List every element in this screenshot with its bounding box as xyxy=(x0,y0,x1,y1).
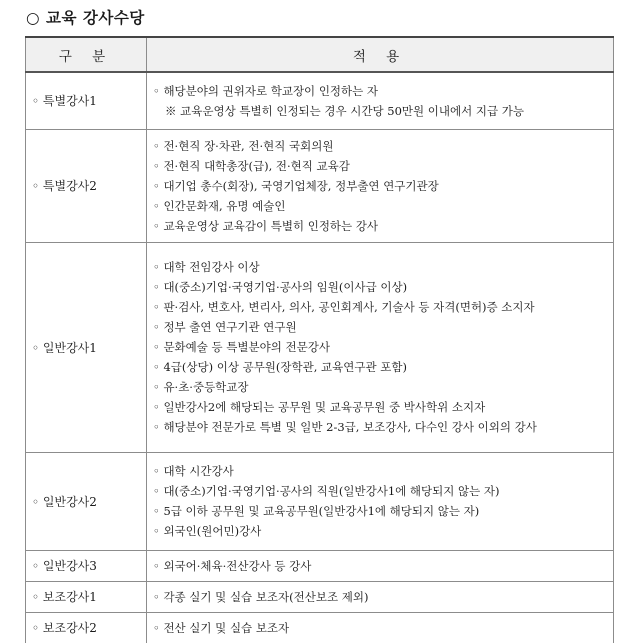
list-item: ◦ 해당분야의 권위자로 학교장이 인정하는 자 xyxy=(153,83,379,98)
table-row-general-1 xyxy=(26,242,614,452)
list-item: ◦ 전산 실기 및 실습 보조자 xyxy=(153,620,290,635)
list-item: ◦ 대(중소)기업·국영기업·공사의 임원(이사급 이상) xyxy=(153,280,408,294)
table-row-assistant-2 xyxy=(26,612,614,643)
table-header-row xyxy=(26,37,614,72)
category-cell: ◦ 일반강사2 xyxy=(26,452,147,550)
header-category: 구 분 xyxy=(26,37,147,72)
table-row-special-1 xyxy=(26,72,614,129)
table-row-special-2 xyxy=(26,129,614,242)
list-item: ◦ 외국어·체육·전산강사 등 강사 xyxy=(153,558,312,573)
list-item: ◦ 판·검사, 변호사, 변리사, 의사, 공인회계사, 기술사 등 자격(면허)증 소지자 xyxy=(153,300,535,314)
list-item: ◦ 전·현직 대학총장(급), 전·현직 교육감 xyxy=(153,158,350,173)
description-cell xyxy=(147,72,614,129)
list-item: ◦ 외국인(원어민)강사 xyxy=(153,524,262,538)
title-bullet: ○ xyxy=(26,9,41,27)
description-cell xyxy=(147,550,614,581)
title-text: 교육 강사수당 xyxy=(46,9,145,27)
list-item: ◦ 대(중소)기업·국영기업·공사의 직원(일반강사1에 해당되지 않는 자) xyxy=(153,484,500,498)
table-row-general-3 xyxy=(26,550,614,581)
description-cell xyxy=(147,452,614,550)
list-item: ◦ 4급(상당) 이상 공무원(장학관, 교육연구관 포함) xyxy=(153,360,407,374)
table-row-assistant-1 xyxy=(26,581,614,612)
list-item: ◦ 정부 출연 연구기관 연구원 xyxy=(153,320,297,334)
category-cell: ◦ 특별강사2 xyxy=(26,129,147,242)
description-cell xyxy=(147,612,614,643)
list-item: ◦ 대기업 총수(회장), 국영기업체장, 정부출연 연구기관장 xyxy=(153,178,439,193)
table-row-general-2 xyxy=(26,452,614,550)
list-item: ◦ 유·초·중등학교장 xyxy=(153,380,249,394)
description-cell xyxy=(147,581,614,612)
list-item: ◦ 각종 실기 및 실습 보조자(전산보조 제외) xyxy=(153,589,369,604)
category-cell: ◦ 일반강사1 xyxy=(26,242,147,452)
note-item: ※ 교육운영상 특별히 인정되는 경우 시간당 50만원 이내에서 지급 가능 xyxy=(165,103,524,118)
list-item: ◦ 대학 시간강사 xyxy=(153,464,234,478)
section-title xyxy=(26,6,145,28)
category-cell: ◦ 보조강사2 xyxy=(26,612,147,643)
list-item: ◦ 일반강사2에 해당되는 공무원 및 교육공무원 중 박사학위 소지자 xyxy=(153,400,486,414)
list-item: ◦ 5급 이하 공무원 및 교육공무원(일반강사1에 해당되지 않는 자) xyxy=(153,504,480,518)
header-application: 적 용 xyxy=(147,37,614,72)
category-cell: ◦ 일반강사3 xyxy=(26,550,147,581)
list-item: ◦ 교육운영상 교육감이 특별히 인정하는 강사 xyxy=(153,218,379,233)
description-cell xyxy=(147,129,614,242)
list-item: ◦ 전·현직 장·차관, 전·현직 국회의원 xyxy=(153,138,334,153)
list-item: ◦ 대학 전임강사 이상 xyxy=(153,260,260,274)
list-item: ◦ 인간문화재, 유명 예술인 xyxy=(153,198,286,213)
description-cell xyxy=(147,242,614,452)
list-item: ◦ 문화예술 등 특별분야의 전문강사 xyxy=(153,340,330,354)
list-item: ◦ 해당분야 전문가로 특별 및 일반 2-3급, 보조강사, 다수인 강사 이외의 강사 xyxy=(153,420,537,434)
category-cell: ◦ 특별강사1 xyxy=(26,72,147,129)
category-cell: ◦ 보조강사1 xyxy=(26,581,147,612)
instructor-fee-table xyxy=(25,36,614,643)
